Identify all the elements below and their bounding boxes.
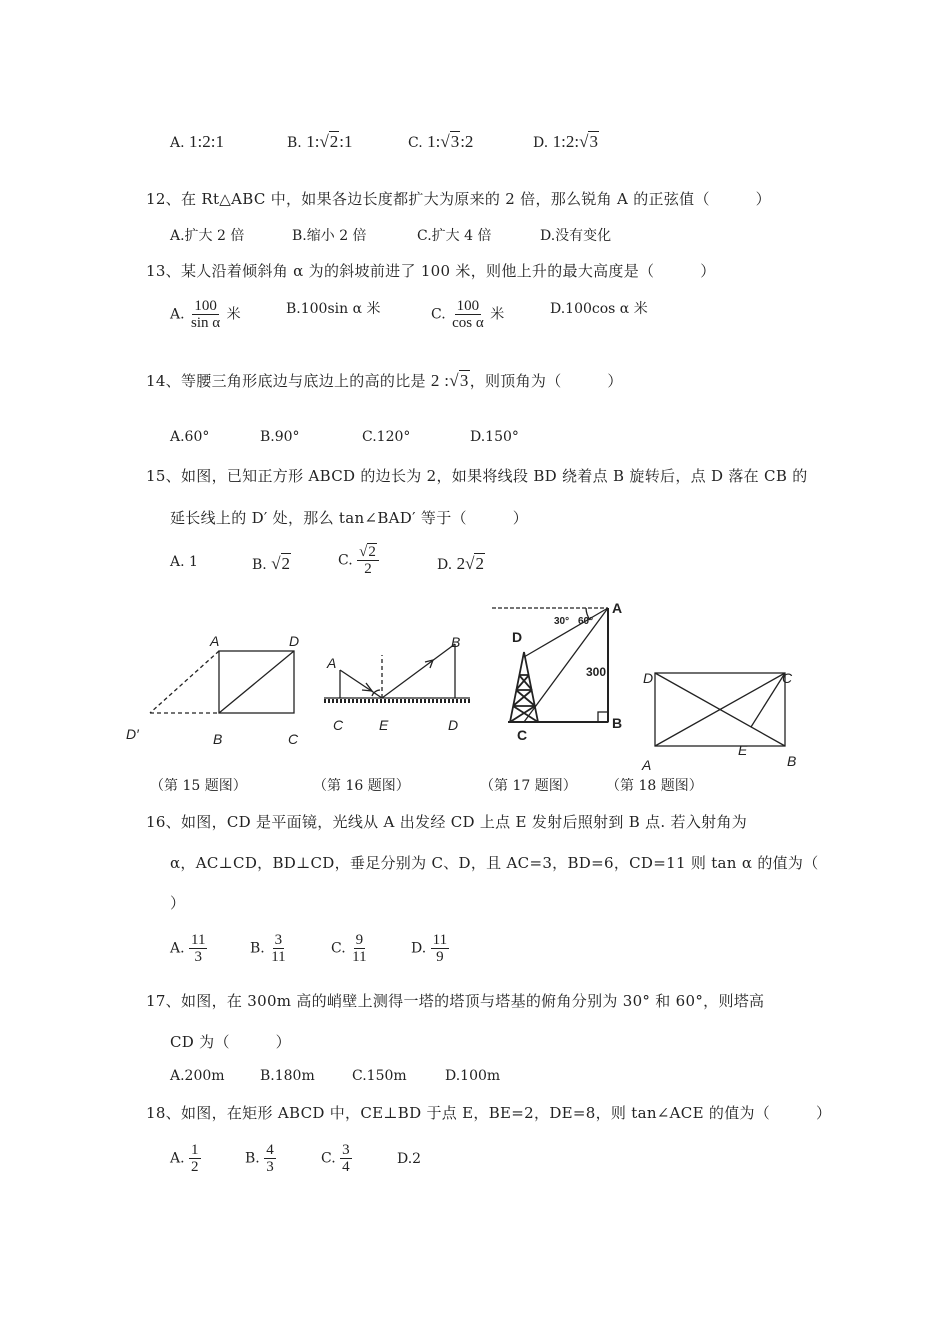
denominator: 11 xyxy=(271,949,286,965)
option-label: A. xyxy=(170,306,185,323)
fraction xyxy=(340,1142,352,1175)
tower xyxy=(510,652,538,722)
q14-text: 14、等腰三角形底边与底边上的高的比是 2 :√3，则顶角为（ ） xyxy=(146,371,623,390)
label-angle-30: 30° xyxy=(554,616,570,627)
caption-fig18: （第 18 题图） xyxy=(606,778,703,794)
ratio-part: 2 : xyxy=(430,371,450,390)
label-b: B xyxy=(451,634,461,650)
option-label: C. xyxy=(321,1150,336,1167)
q18-option-d: D.2 xyxy=(397,1151,422,1167)
option-label: A. xyxy=(170,940,185,957)
option-label: D. xyxy=(533,135,549,151)
radicand: 2 xyxy=(475,554,484,573)
caption-fig15: （第 15 题图） xyxy=(150,778,247,794)
q15-line1: 15、如图，已知正方形 ABCD 的边长为 2，如果将线段 BD 绕着点 B 旋转后，点 D 落在 CB 的 xyxy=(146,467,808,485)
option-label: D. xyxy=(437,557,453,573)
q11-option-b: B. 1:√2:1 xyxy=(287,132,353,151)
numerator: 4 xyxy=(266,1142,274,1158)
figure-18 xyxy=(655,673,785,746)
label-c: C xyxy=(782,670,793,686)
q17-line1: 17、如图，在 300m 高的峭壁上测得一塔的塔顶与塔基的俯角分别为 30° 和 60°，则塔高 xyxy=(146,992,765,1010)
q17-option-b: B.180m xyxy=(260,1068,315,1084)
fraction xyxy=(189,298,222,331)
q12-option-c: C.扩大 4 倍 xyxy=(417,228,492,244)
q16-option-c xyxy=(331,932,369,965)
q13-text: 13、某人沿着倾斜角 α 为的斜坡前进了 100 米，则他上升的最大高度是（ ） xyxy=(146,262,716,280)
segment-ce xyxy=(751,673,785,727)
text-part: 14、等腰三角形底边与底边上的高的比是 xyxy=(146,372,426,390)
denominator: 2 xyxy=(364,561,372,577)
fraction xyxy=(350,932,368,965)
denominator: 3 xyxy=(194,949,202,965)
label-a: A xyxy=(210,633,220,649)
coefficient: 2 xyxy=(456,554,466,573)
q14-option-a: A.60° xyxy=(170,429,210,445)
denominator: sin α xyxy=(191,315,221,331)
q18-option-c xyxy=(321,1142,352,1175)
numerator: 11 xyxy=(191,932,206,948)
option-label: C. xyxy=(431,306,446,323)
unit: 米 xyxy=(490,306,505,323)
radicand: 3 xyxy=(589,132,598,151)
label-d: D xyxy=(643,670,654,686)
q11-option-d: D. 1:2:√3 xyxy=(533,132,598,151)
option-label: B. xyxy=(287,135,302,151)
label-e: E xyxy=(379,717,389,733)
q13-option-c xyxy=(431,298,504,331)
label-b: B xyxy=(612,715,623,731)
q16-option-a xyxy=(170,932,207,965)
caption-fig16: （第 16 题图） xyxy=(313,778,410,794)
ray-ae xyxy=(340,670,382,698)
figure-16 xyxy=(324,644,470,701)
q16-option-d xyxy=(411,932,449,965)
denominator: 2 xyxy=(191,1159,199,1175)
numerator: 9 xyxy=(355,932,364,948)
fraction xyxy=(269,932,287,965)
label-e: E xyxy=(738,742,748,758)
label-c: C xyxy=(517,727,528,743)
label-d-prime: D′ xyxy=(126,726,139,742)
option-label: B. xyxy=(252,557,267,573)
q14-option-b: B.90° xyxy=(260,429,300,445)
q15-option-d: D. 2√2 xyxy=(437,554,484,573)
q13-option-b: B.100sin α 米 xyxy=(286,301,381,317)
denominator: 9 xyxy=(436,949,444,965)
label-d: D xyxy=(512,629,523,645)
unit: 米 xyxy=(226,306,241,323)
ratio-part: 1:2: xyxy=(552,132,580,151)
label-b: B xyxy=(787,753,797,769)
ratio-part: :2 xyxy=(460,132,474,151)
label-height: 300 xyxy=(586,665,607,679)
q15-option-b: B. √2 xyxy=(252,554,291,573)
label-a: A xyxy=(612,600,623,616)
q13-option-a xyxy=(170,298,241,331)
q18-text: 18、如图，在矩形 ABCD 中，CE⊥BD 于点 E，BE=2，DE=8，则 tan∠ACE 的值为（ ） xyxy=(146,1104,832,1122)
numerator: 100 xyxy=(194,298,217,314)
radicand: 2 xyxy=(329,132,339,151)
caption-fig17: （第 17 题图） xyxy=(480,778,577,794)
option-label: C. xyxy=(338,552,353,569)
q15-option-a: A. 1 xyxy=(170,554,198,570)
radicand: 3 xyxy=(450,132,460,151)
q12-option-d: D.没有变化 xyxy=(540,228,612,244)
fraction xyxy=(431,932,449,965)
q14-option-d: D.150° xyxy=(470,429,519,445)
numerator: 11 xyxy=(432,932,448,948)
q12-text: 12、在 Rt△ABC 中，如果各边长度都扩大为原来的 2 倍，那么锐角 A 的正弦值（ ） xyxy=(146,190,771,208)
q17-line2: CD 为（ ） xyxy=(170,1033,291,1051)
text-part: ，则顶角为（ ） xyxy=(469,372,623,390)
numerator: 100 xyxy=(456,298,480,314)
fraction: $\frac{√2}{2}$ xyxy=(357,544,379,577)
option-label: C. xyxy=(331,940,346,957)
q12-option-b: B.缩小 2 倍 xyxy=(292,228,367,244)
fraction xyxy=(189,932,207,965)
fraction xyxy=(450,298,486,331)
option-label: D. xyxy=(411,940,427,957)
numerator: 1 xyxy=(191,1142,199,1158)
label-angle-60: 60° xyxy=(578,616,594,627)
q17-option-d: D.100m xyxy=(445,1068,501,1084)
q16-line2: α，AC⊥CD，BD⊥CD，垂足分别为 C、D，且 AC=3，BD=6，CD=11 则 tan α 的值为（ xyxy=(170,854,819,872)
option-value: 1:2:1 xyxy=(189,132,224,151)
figures-row xyxy=(0,600,950,800)
radicand: 2 xyxy=(281,554,291,573)
label-b: B xyxy=(213,731,223,747)
radicand: 3 xyxy=(459,371,469,390)
arrow-head-1 xyxy=(362,683,372,691)
ratio-part: :1 xyxy=(339,132,353,151)
q11-option-c: C. 1:√3:2 xyxy=(408,132,474,151)
radicand: 2 xyxy=(368,544,376,560)
q17-option-c: C.150m xyxy=(352,1068,407,1084)
figure-15 xyxy=(150,651,294,713)
numerator: 3 xyxy=(342,1142,350,1158)
option-label: B. xyxy=(245,1150,260,1167)
q16-line3: ） xyxy=(170,894,186,912)
numerator: 3 xyxy=(274,932,283,948)
q14-option-c: C.120° xyxy=(362,429,411,445)
q17-option-a: A.200m xyxy=(170,1068,225,1084)
fraction xyxy=(264,1142,276,1175)
label-c: C xyxy=(333,717,344,733)
option-label: B. xyxy=(250,940,265,957)
q16-line1: 16、如图，CD 是平面镜，光线从 A 出发经 CD 上点 E 发射后照射到 B 点. 若入射角为 xyxy=(146,813,748,831)
label-d: D xyxy=(448,717,459,733)
option-label: A. xyxy=(170,135,185,151)
option-label: C. xyxy=(408,135,423,151)
denominator: cos α xyxy=(452,315,484,331)
q18-option-b xyxy=(245,1142,276,1175)
denominator: 3 xyxy=(266,1159,274,1175)
q15-line2: 延长线上的 D′ 处，那么 tan∠BAD′ 等于（ ） xyxy=(170,509,528,527)
segment-ad-prime xyxy=(150,651,219,713)
denominator: 4 xyxy=(342,1159,350,1175)
ratio-part: 1: xyxy=(427,132,441,151)
ray-eb xyxy=(382,644,455,698)
label-d: D xyxy=(289,633,300,649)
denominator: 11 xyxy=(352,949,367,965)
right-angle-mark xyxy=(598,712,608,722)
option-label: A. xyxy=(170,1150,185,1167)
q12-option-a: A.扩大 2 倍 xyxy=(170,228,245,244)
diagonal-bd xyxy=(219,651,294,713)
q16-option-b xyxy=(250,932,288,965)
label-a: A xyxy=(327,655,337,671)
q13-option-d: D.100cos α 米 xyxy=(550,301,648,317)
fraction xyxy=(189,1142,201,1175)
ratio-part: 1: xyxy=(306,132,320,151)
label-c: C xyxy=(288,731,299,747)
q15-option-c xyxy=(338,544,379,577)
label-a: A xyxy=(642,757,652,773)
q11-option-a xyxy=(170,132,224,152)
q18-option-a xyxy=(170,1142,201,1175)
